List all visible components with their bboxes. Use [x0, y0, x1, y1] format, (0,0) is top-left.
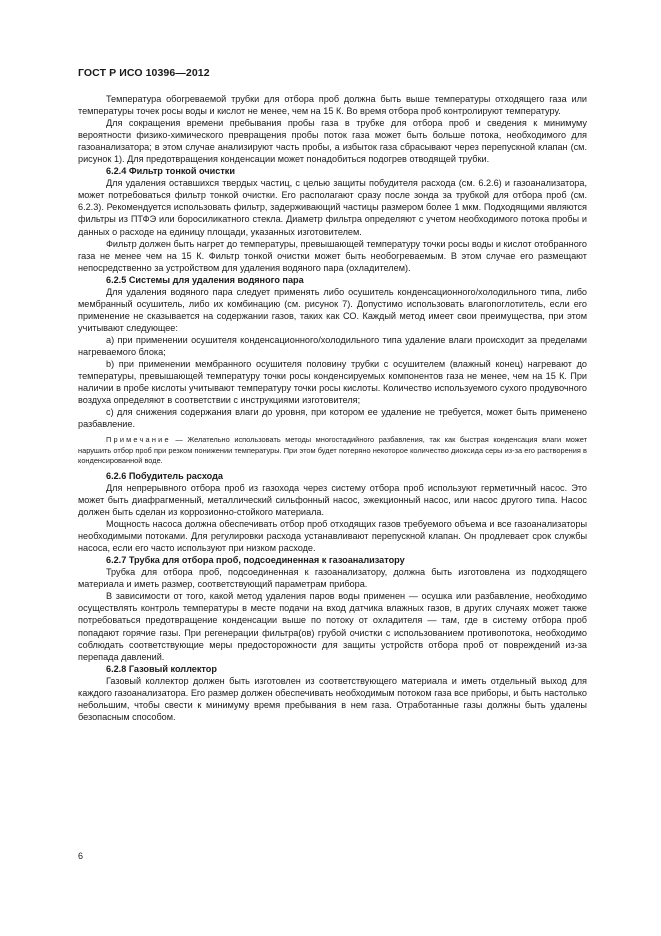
- paragraph: Трубка для отбора проб, подсоединенная к газоанализатору, должна быть изготовлена из подходящего материала и иметь размер, соответствующий параметрам прибора.: [78, 567, 587, 590]
- paragraph: Для сокращения времени пребывания пробы газа в трубке для отбора проб и сведения к минимуму вероятности физико-химического превращения пробы поток газа может быть больше потока, необходимого для газоанализатора; в этом случае анализируют часть пробы, а избыток газа сбрасывают через перепускной клапан (см. рисунок 1). Для предотвращения конденсации может понадобиться подогрев отводящей трубки.: [78, 118, 587, 165]
- section-heading: 6.2.6 Побудитель расхода: [106, 470, 223, 481]
- document-body: [78, 93, 587, 723]
- section-heading: 6.2.7 Трубка для отбора проб, подсоединенная к газоанализатору: [106, 555, 405, 566]
- section-heading: 6.2.4 Фильтр тонкой очистки: [106, 166, 235, 177]
- paragraph: c) для снижения содержания влаги до уровня, при котором ее удаление не требуется, может быть применено разбавление.: [78, 407, 587, 430]
- page-number: 6: [78, 851, 84, 861]
- paragraph: b) при применении мембранного осушителя половину трубки с осушителем (влажный конец) нагревают до температуры, превышающей температуру точки росы конденсируемых компонентов газа не менее, чем на 15 К. При наличии в пробе кислоты учитывают температуру точки росы кислоты. Количество используемого сухого продувочного воздуха определяют в соответствии с инструкциями изготовителя;: [78, 359, 587, 406]
- paragraph: a) при применении осушителя конденсационного/холодильного типа удаление влаги происходит за пределами нагреваемого блока;: [78, 334, 587, 357]
- note-paragraph: [78, 435, 587, 466]
- note-label: Примечание: [106, 435, 171, 445]
- paragraph: Для непрерывного отбора проб из газохода через систему отбора проб используют герметичный насос. Это может быть диафрагменный, металлический сильфонный насос, эжекционный насос, или насос другого типа. Насос должен быть сделан из коррозионно-стойкого материала.: [78, 482, 587, 518]
- note-text: — Желательно использовать методы многостадийного разбавления, так как быстрая конденсация влаги может нарушить отбор проб при резком понижении температуры. При этом будет потеряно некоторое количество диоксида серы из-за его растворения в конденсированной воде.: [78, 435, 587, 465]
- section-heading: 6.2.8 Газовый коллектор: [106, 663, 217, 674]
- document-header: ГОСТ Р ИСО 10396—2012: [78, 67, 210, 79]
- section-heading: 6.2.5 Системы для удаления водяного пара: [106, 274, 304, 285]
- paragraph: Температура обогреваемой трубки для отбора проб должна быть выше температуры отходящего газа или температуры точек росы воды и кислот не менее, чем на 15 К. Во время отбора проб контролируют температуру.: [78, 94, 587, 117]
- paragraph: Газовый коллектор должен быть изготовлен из соответствующего материала и иметь отдельный выход для каждого газоанализатора. Его размер должен обеспечивать необходимым потоком газа все приборы, и быть настолько небольшим, чтобы свести к минимуму время пребывания в нем газа. Отработанные газы должны быть удалены безопасным способом.: [78, 675, 587, 722]
- paragraph: Мощность насоса должна обеспечивать отбор проб отходящих газов требуемого объема и все газоанализаторы необходимыми потоками. Для регулировки расхода устанавливают перепускной клапан. Он продлевает срок службы насоса, если его часто используют при низком расходе.: [78, 519, 587, 554]
- paragraph: В зависимости от того, какой метод удаления паров воды применен — осушка или разбавление, необходимо осуществлять контроль температуры в месте подачи на вход датчика влажных газов, в других случаях может также потребоваться предотвращение конденсации выше по потоку от охладителя — там, где в систему отбора проб попадают горячие газы. При регенерации фильтра(ов) грубой очистки с использованием противопотока, необходимо соблюдать соответствующие меры предосторожности для защиты устройств отбора проб от повреждений из-за перепада давлений.: [78, 591, 587, 662]
- paragraph: Для удаления водяного пара следует применять либо осушитель конденсационного/холодильного типа, либо мембранный осушитель, либо их комбинацию (см. рисунок 7). Допустимо использовать влагопоглотитель, если его применение не сказывается на содержании газов, таких как СО. Каждый метод имеет свои преимущества, при этом учитывают следующее:: [78, 286, 587, 333]
- paragraph: Для удаления оставшихся твердых частиц, с целью защиты побудителя расхода (см. 6.2.6) и газоанализатора, может потребоваться фильтр тонкой очистки. Его располагают сразу после зонда за трубкой для отбора проб (см. 6.2.3). Рекомендуется использовать фильтр, задерживающий частицы размером более 1 мкм. Подходящими являются фильтры из ПТФЭ или боросиликатного стекла. Диаметр фильтра определяют с учетом необходимого потока пробы и данных о расходе на единицу площади, указанных изготовителем.: [78, 178, 587, 237]
- paragraph: Фильтр должен быть нагрет до температуры, превышающей температуру точки росы воды и кислот отобранного газа не менее чем на 15 К. Фильтр тонкой очистки может быть необогреваемым. В этом случае его размещают непосредственно за устройством для удаления водяного пара (охладителем).: [78, 238, 587, 273]
